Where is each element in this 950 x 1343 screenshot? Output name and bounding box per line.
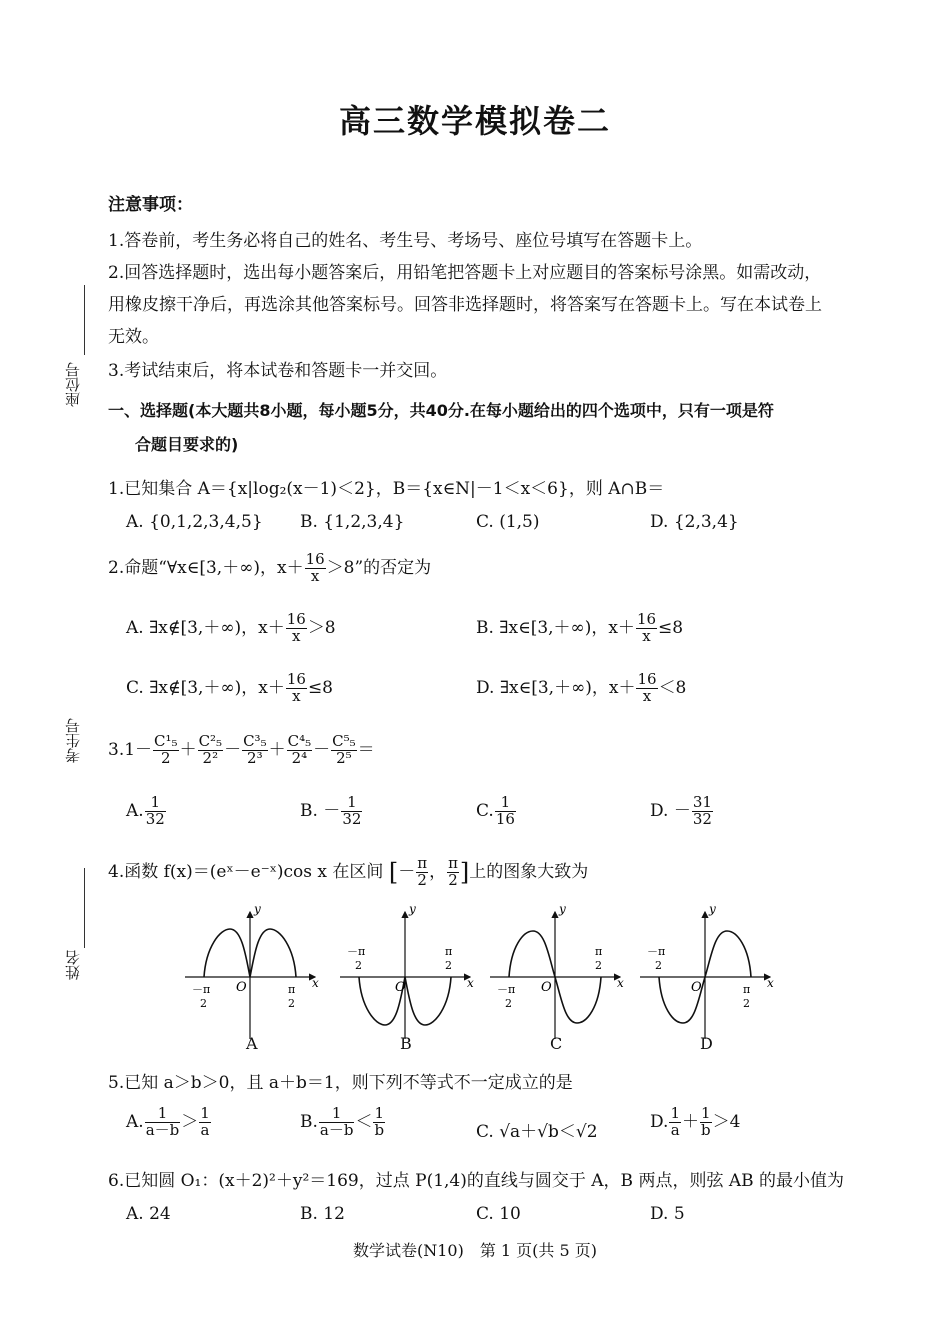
operator: ＋ — [179, 739, 197, 760]
operator: － — [313, 739, 331, 760]
fraction-numerator: 16 — [286, 670, 306, 688]
fraction-numerator: 1 — [701, 1104, 711, 1122]
axis-y-label: y — [409, 905, 416, 916]
fraction — [199, 1106, 211, 1139]
notice-heading: 注意事项： — [108, 195, 193, 215]
tick-den: 2 — [200, 997, 207, 1010]
graph-a — [185, 905, 319, 1039]
q1-option-d: D. {2,3,4} — [650, 512, 739, 532]
tick-den: 2 — [445, 959, 452, 972]
notice-item: 2.回答选择题时，选出每小题答案后，用铅笔把答题卡上对应题目的答案标号涂黑。如需改动， — [108, 263, 822, 283]
section-heading-cont: 合题目要求的) — [135, 435, 239, 454]
fraction — [341, 795, 362, 828]
q3-option-d — [650, 795, 714, 828]
name-label: 姓名 — [64, 950, 82, 980]
graph-label-a: A — [246, 1034, 258, 1053]
question-1-stem: 1.已知集合 A＝{x|log₂(x－1)＜2}，B＝{x∈N|－1＜x＜6}，则 A∩B＝ — [108, 479, 665, 499]
seat-number-line — [84, 285, 85, 355]
operator: ＞ — [181, 1111, 199, 1132]
fraction — [416, 856, 428, 889]
seat-number-label: 座位号 — [64, 362, 82, 407]
axis-y-label: y — [254, 905, 261, 916]
option-text: C. ∃x∉[3,＋∞)，x＋ — [126, 677, 285, 698]
option-text: ≤8 — [658, 617, 684, 638]
fraction — [700, 1106, 712, 1139]
axis-y-label: y — [709, 905, 716, 916]
fraction — [286, 612, 307, 645]
fraction-numerator: 1 — [341, 795, 362, 812]
tick-pi: π — [288, 983, 296, 996]
fraction-denominator: x — [292, 626, 301, 645]
graph-b — [340, 905, 474, 1039]
fraction — [373, 1106, 385, 1139]
axis-x-label: x — [617, 976, 624, 990]
q2-option-c — [126, 672, 333, 705]
fraction-denominator: b — [374, 1120, 385, 1139]
comma: ， — [429, 861, 447, 882]
q1-option-b: B. {1,2,3,4} — [300, 512, 405, 532]
axis-x-label: x — [767, 976, 774, 990]
fraction — [495, 795, 516, 828]
q5-option-b — [300, 1106, 386, 1139]
q2-option-b — [476, 612, 683, 645]
tick-den: 2 — [743, 997, 750, 1010]
q5-option-a — [126, 1106, 212, 1139]
option-text: D. ∃x∈[3,＋∞)，x＋ — [476, 677, 636, 698]
tick-neg-pi: －π — [192, 983, 211, 996]
page-title: 高三数学模拟卷二 — [338, 102, 611, 140]
option-text: ＞8 — [307, 617, 336, 638]
fraction — [669, 1106, 681, 1139]
tick-pi: π — [743, 983, 751, 996]
fraction-numerator: 1 — [200, 1104, 210, 1122]
fraction — [242, 734, 268, 767]
origin-label: O — [395, 980, 406, 995]
tick-den: 2 — [505, 997, 512, 1010]
fraction-denominator: 16 — [495, 809, 515, 828]
question-4-stem — [108, 856, 588, 889]
fraction — [287, 734, 313, 767]
question-3-stem — [108, 734, 375, 767]
fraction-denominator: x — [292, 686, 301, 705]
fraction-denominator: 32 — [692, 809, 712, 828]
operator: ＋ — [681, 1111, 699, 1132]
q6-option-c: C. 10 — [476, 1204, 521, 1224]
graph-c — [490, 905, 624, 1039]
fraction — [692, 795, 713, 828]
fraction — [447, 856, 459, 889]
q3-option-b — [300, 795, 363, 828]
fraction-denominator: a－b — [319, 1120, 354, 1139]
bracket-left: [ — [388, 858, 399, 887]
fraction — [636, 612, 657, 645]
question-2-stem — [108, 552, 431, 585]
graph-d — [640, 905, 774, 1039]
fraction-numerator: C¹₅ — [154, 732, 178, 750]
axis-x-label: x — [312, 976, 319, 990]
question-5-stem: 5.已知 a＞b＞0，且 a＋b＝1，则下列不等式不一定成立的是 — [108, 1073, 573, 1093]
fraction-numerator: C²₅ — [198, 732, 223, 750]
q5-option-c: C. √a＋√b＜√2 — [476, 1122, 598, 1142]
fraction-numerator: 16 — [305, 550, 325, 568]
operator: ＋ — [268, 739, 286, 760]
option-text: ＜8 — [658, 677, 687, 698]
fraction-numerator: 1 — [319, 1106, 355, 1123]
fraction-numerator: π — [417, 854, 428, 872]
option-label: D. － — [650, 800, 691, 821]
notice-item: 1.答卷前，考生务必将自己的姓名、考生号、考场号、座位号填写在答题卡上。 — [108, 231, 703, 251]
option-text: ＞4 — [712, 1111, 741, 1132]
origin-label: O — [541, 980, 552, 995]
tick-neg-pi: －π — [647, 945, 666, 958]
fraction-denominator: 2 — [417, 870, 427, 889]
fraction-denominator: 32 — [145, 809, 165, 828]
fraction-numerator: C⁵₅ — [332, 732, 356, 750]
tick-pi: π — [595, 945, 603, 958]
question-6-stem: 6.已知圆 O₁：(x＋2)²＋y²＝169，过点 P(1,4)的直线与圆交于 A，B 两点，则弦 AB 的最小值为 — [108, 1171, 845, 1191]
fraction — [153, 734, 179, 767]
fraction-numerator: 31 — [692, 793, 712, 811]
fraction-denominator: b — [700, 1120, 711, 1139]
q2-stem-post: ＞8”的否定为 — [326, 557, 432, 578]
equals: ＝ — [357, 739, 375, 760]
q2-option-a — [126, 612, 336, 645]
origin-label: O — [691, 980, 702, 995]
graph-label-c: C — [550, 1034, 563, 1053]
fraction-numerator: 16 — [637, 670, 657, 688]
option-text: A. ∃x∉[3,＋∞)，x＋ — [126, 617, 285, 638]
q1-option-a: A. {0,1,2,3,4,5} — [126, 512, 263, 532]
fraction-denominator: a — [200, 1120, 210, 1139]
option-label: A. — [126, 1111, 144, 1132]
option-text: B. ∃x∈[3,＋∞)，x＋ — [476, 617, 635, 638]
notice-item: 无效。 — [108, 327, 159, 347]
fraction — [331, 734, 357, 767]
notice-item: 3.考试结束后，将本试卷和答题卡一并交回。 — [108, 361, 448, 381]
fraction-numerator: 16 — [286, 610, 306, 628]
fraction-denominator: 2⁴ — [291, 748, 308, 767]
name-line — [84, 868, 85, 948]
q4-stem-post: 上的图象大致为 — [469, 861, 589, 882]
fraction-numerator: 1 — [145, 1106, 181, 1123]
graph-svg — [180, 905, 780, 1055]
q3-option-a — [126, 795, 167, 828]
page-footer: 数学试卷(N10) 第 1 页(共 5 页) — [352, 1241, 598, 1260]
operator: ＜ — [355, 1111, 373, 1132]
fraction-denominator: a — [670, 1120, 680, 1139]
fraction — [145, 795, 166, 828]
tick-den: 2 — [355, 959, 362, 972]
minus-sign: － — [398, 861, 416, 882]
q2-option-d — [476, 672, 686, 705]
fraction — [319, 1106, 355, 1139]
q6-option-a: A. 24 — [126, 1204, 171, 1224]
fraction-numerator: C³₅ — [243, 732, 267, 750]
q4-stem-pre: 4.函数 f(x)＝(eˣ－e⁻ˣ)cos x 在区间 — [108, 861, 384, 882]
fraction-denominator: 32 — [342, 809, 362, 828]
graph-label-b: B — [400, 1034, 412, 1053]
tick-den: 2 — [288, 997, 295, 1010]
fraction-denominator: 2 — [161, 748, 171, 767]
fraction-denominator: 2² — [202, 748, 219, 767]
q2-fraction — [305, 552, 326, 585]
fraction-denominator: a－b — [145, 1120, 180, 1139]
fraction-denominator: 2 — [448, 870, 458, 889]
graph-label-d: D — [700, 1034, 713, 1053]
axis-y-label: y — [559, 905, 566, 916]
option-label: A. — [126, 800, 144, 821]
option-label: B. － — [300, 800, 341, 821]
fraction-numerator: 1 — [145, 795, 166, 812]
fraction-denominator: 2⁵ — [336, 748, 352, 767]
fraction — [636, 672, 657, 705]
q5-option-d — [650, 1106, 740, 1139]
fraction-denominator: 2³ — [247, 748, 263, 767]
fraction-denominator: x — [310, 566, 320, 585]
q1-option-c: C. (1,5) — [476, 512, 540, 532]
tick-neg-pi: －π — [497, 983, 516, 996]
examinee-number-label: 考生号 — [64, 718, 82, 763]
fraction-numerator: 16 — [636, 610, 657, 628]
tick-neg-pi: －π — [347, 945, 366, 958]
fraction — [198, 734, 224, 767]
operator: － — [224, 739, 242, 760]
q4-graphs — [180, 905, 780, 1059]
section-heading: 一、选择题(本大题共8小题，每小题5分，共40分.在每小题给出的四个选项中，只有一项是符 — [108, 401, 774, 420]
q3-option-c — [476, 795, 517, 828]
q2-stem-pre: 2.命题“∀x∈[3,＋∞)，x＋ — [108, 557, 304, 578]
fraction-numerator: 1 — [374, 1104, 385, 1122]
tick-den: 2 — [655, 959, 662, 972]
option-text: ≤8 — [307, 677, 333, 698]
fraction-denominator: x — [642, 686, 652, 705]
fraction-numerator: 1 — [495, 795, 516, 812]
tick-den: 2 — [595, 959, 602, 972]
q3-lead: 3.1－ — [108, 739, 153, 760]
fraction — [145, 1106, 181, 1139]
bracket-right: ] — [459, 858, 470, 887]
origin-label: O — [236, 980, 247, 995]
tick-pi: π — [445, 945, 453, 958]
fraction — [286, 672, 307, 705]
q6-option-b: B. 12 — [300, 1204, 345, 1224]
notice-item: 用橡皮擦干净后，再选涂其他答案标号。回答非选择题时，将答案写在答题卡上。写在本试卷上 — [108, 295, 822, 315]
option-label: C. — [476, 800, 494, 821]
q6-option-d: D. 5 — [650, 1204, 685, 1224]
fraction-numerator: 1 — [670, 1104, 680, 1122]
option-label: B. — [300, 1111, 318, 1132]
fraction-numerator: π — [448, 854, 458, 872]
fraction-denominator: x — [642, 626, 651, 645]
option-label: D. — [650, 1111, 669, 1132]
fraction-numerator: C⁴₅ — [287, 732, 312, 750]
axis-x-label: x — [467, 976, 474, 990]
